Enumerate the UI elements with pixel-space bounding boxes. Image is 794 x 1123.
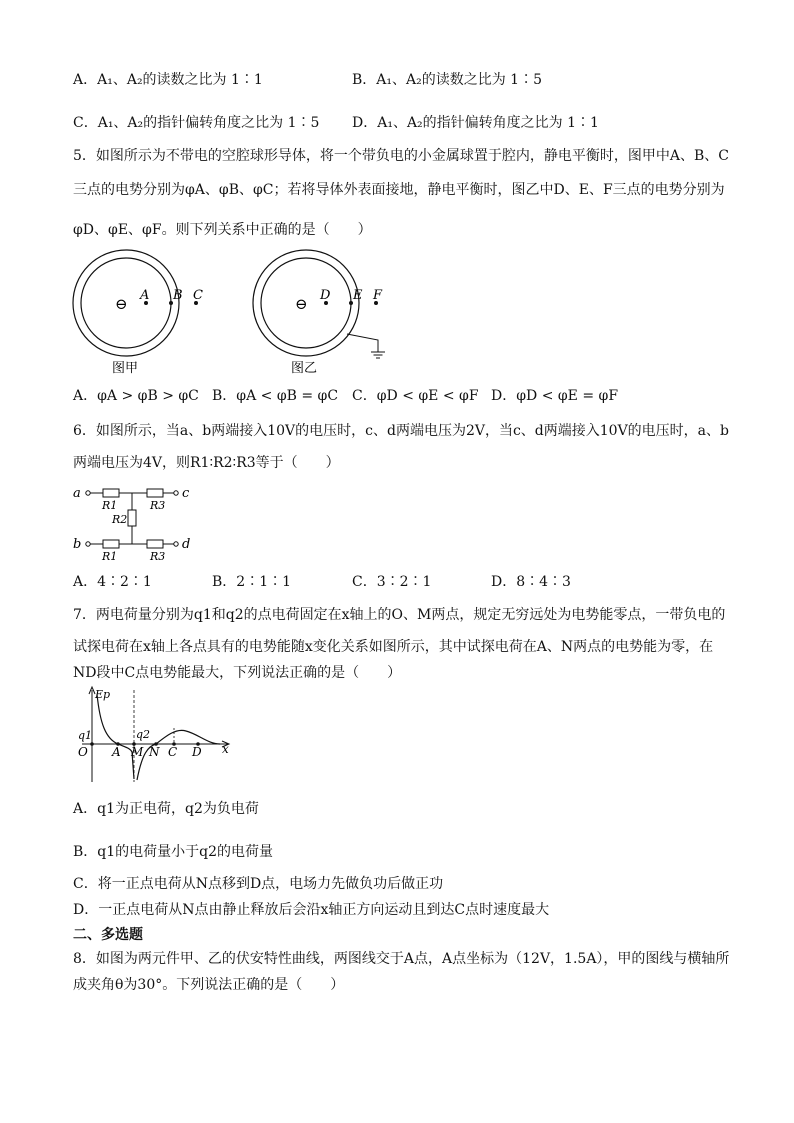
label-c: C — [168, 745, 178, 759]
q7-option-a[interactable]: A．q1为正电荷，q2为负电荷 — [73, 801, 259, 817]
label-n: N — [149, 745, 160, 759]
label-d: D — [192, 745, 202, 759]
q7-stem-line2: 试探电荷在x轴上各点具有的电势能随x变化关系如图所示，其中试探电荷在A、N两点的电势能为零，在 — [73, 639, 714, 655]
q6-stem-line1: 6．如图所示，当a、b两端接入10V的电压时，c、d两端电压为2V，当c、d两端接入10V的电压时，a、b — [73, 423, 729, 439]
q5-stem-line1: 5．如图所示为不带电的空腔球形导体，将一个带负电的小金属球置于腔内，静电平衡时，图甲中A、B、C — [73, 148, 730, 164]
q5-stem-line3: φD、φE、φF。则下列关系中正确的是（ ） — [73, 222, 372, 238]
q4-option-b[interactable]: B．A₁、A₂的读数之比为 1∶5 — [352, 72, 542, 88]
q6-option-b[interactable]: B．2∶1∶1 — [212, 574, 292, 590]
xlabel-x: x — [222, 742, 229, 756]
label-c: C — [193, 288, 203, 303]
label-r1-bottom: R1 — [102, 550, 118, 563]
q6-stem-line2: 两端电压为4V，则R1∶R2∶R3等于（ ） — [73, 455, 340, 471]
q6-circuit — [70, 478, 210, 568]
figure-yi — [253, 250, 385, 376]
q5-option-a[interactable]: A．φA > φB > φC — [73, 388, 199, 404]
section-title: 二、多选题 — [73, 927, 143, 943]
label-d: D — [320, 288, 331, 303]
label-r3-top: R3 — [150, 499, 166, 512]
label-r3-bottom: R3 — [150, 550, 166, 563]
q8-stem-line2: 成夹角θ为30°。下列说法正确的是（ ） — [73, 977, 345, 993]
q5-option-d[interactable]: D．φD < φE = φF — [491, 388, 619, 404]
q5-option-c[interactable]: C．φD < φE < φF — [352, 388, 479, 404]
terminal-d: d — [182, 537, 191, 552]
label-r1-top: R1 — [102, 499, 118, 512]
q4-option-c[interactable]: C．A₁、A₂的指针偏转角度之比为 1∶5 — [73, 115, 320, 131]
terminal-c: c — [182, 486, 190, 501]
q7-option-c[interactable]: C．将一正点电荷从N点移到D点，电场力先做负功后做正功 — [73, 876, 444, 892]
label-f: F — [373, 288, 383, 303]
q5-option-b[interactable]: B．φA < φB = φC — [212, 388, 339, 404]
q7-option-b[interactable]: B．q1的电荷量小于q2的电荷量 — [73, 844, 274, 860]
caption-yi: 图乙 — [291, 361, 318, 376]
q7-graph — [70, 684, 240, 784]
label-b: B — [173, 288, 183, 303]
ylabel-ep: Ep — [95, 688, 111, 701]
q6-option-d[interactable]: D．8∶4∶3 — [491, 574, 571, 590]
q7-option-d[interactable]: D．一正点电荷从N点由静止释放后会沿x轴正方向运动且到达C点时速度最大 — [73, 902, 550, 918]
label-e: E — [353, 288, 363, 303]
q7-stem-line1: 7．两电荷量分别为q1和q2的点电荷固定在x轴上的O、M两点，规定无穷远处为电势能零点，一带负电的 — [73, 607, 726, 623]
q7-stem-line3: ND段中C点电势能最大，下列说法正确的是（ ） — [73, 665, 402, 681]
negative-charge-icon: ⊖ — [295, 295, 308, 313]
label-r2: R2 — [112, 513, 128, 526]
label-a: A — [140, 288, 150, 303]
label-o: O — [78, 745, 88, 759]
q4-option-a[interactable]: A．A₁、A₂的读数之比为 1∶1 — [73, 72, 263, 88]
q5-figures — [60, 248, 400, 378]
caption-jia: 图甲 — [112, 361, 139, 376]
q8-stem-line1: 8．如图为两元件甲、乙的伏安特性曲线，两图线交于A点，A点坐标为（12V，1.5A），甲的图线与横轴所 — [73, 951, 730, 967]
label-m: M — [131, 745, 144, 759]
label-q2: q2 — [136, 728, 151, 741]
label-a: A — [112, 745, 121, 759]
q6-option-a[interactable]: A．4∶2∶1 — [73, 574, 152, 590]
label-q1: q1 — [78, 729, 93, 742]
q6-option-c[interactable]: C．3∶2∶1 — [352, 574, 432, 590]
figure-jia — [73, 250, 203, 376]
terminal-a: a — [73, 486, 81, 501]
q4-option-d[interactable]: D．A₁、A₂的指针偏转角度之比为 1∶1 — [352, 115, 599, 131]
negative-charge-icon: ⊖ — [115, 295, 128, 313]
terminal-b: b — [73, 537, 82, 552]
q5-stem-line2: 三点的电势分别为φA、φB、φC；若将导体外表面接地，静电平衡时，图乙中D、E、F三点的电势分别为 — [73, 182, 725, 198]
